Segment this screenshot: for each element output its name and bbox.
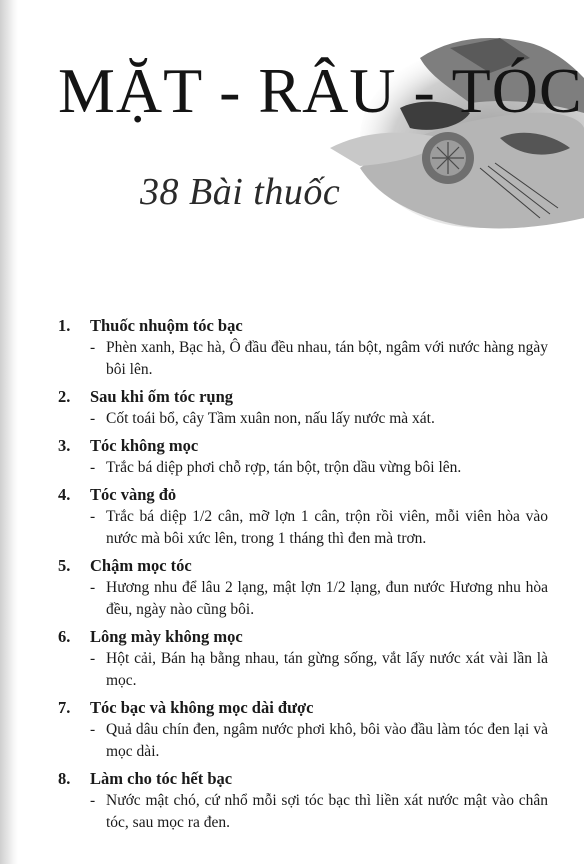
remedy-text: Trắc bá diệp 1/2 cân, mỡ lợn 1 cân, trộn rồi viên, mỗi viên hòa vào nước mà bôi xức lên, trong 1 tháng thì đen mà trơn.: [106, 508, 548, 547]
remedy-heading: [58, 767, 548, 790]
remedy-item: [58, 434, 548, 479]
remedy-number: 3.: [58, 436, 71, 455]
remedy-heading: [58, 434, 548, 457]
remedy-text: Quả dâu chín đen, ngâm nước phơi khô, bôi vào đầu làm tóc đen lại và mọc dài.: [106, 721, 548, 760]
remedy-description: [90, 408, 548, 430]
remedy-title: Tóc vàng đỏ: [90, 485, 177, 504]
page-title: MẶT - RÂU - TÓC: [58, 55, 583, 126]
remedy-title: Làm cho tóc hết bạc: [90, 769, 233, 788]
dash-bullet: -: [90, 339, 96, 356]
remedy-heading: [58, 314, 548, 337]
remedy-number: 7.: [58, 698, 71, 717]
remedy-heading: [58, 554, 548, 577]
remedy-item: [58, 625, 548, 692]
hand-with-herbs-photo: [300, 18, 584, 248]
dash-bullet: -: [90, 459, 96, 476]
remedy-item: [58, 696, 548, 763]
dash-bullet: -: [90, 579, 96, 596]
page-spine-shadow: [0, 0, 18, 864]
remedy-description: [90, 790, 548, 834]
remedy-description: [90, 577, 548, 621]
dash-bullet: -: [90, 721, 96, 738]
remedy-number: 2.: [58, 387, 71, 406]
remedy-description: [90, 506, 548, 550]
remedy-text: Phèn xanh, Bạc hà, Ô đầu đều nhau, tán bột, ngâm với nước hàng ngày bôi lên.: [106, 339, 548, 378]
remedy-title: Sau khi ốm tóc rụng: [90, 387, 234, 406]
remedy-item: [58, 314, 548, 381]
remedy-heading: [58, 696, 548, 719]
remedy-description: [90, 648, 548, 692]
remedy-number: 4.: [58, 485, 71, 504]
remedy-number: 1.: [58, 316, 71, 335]
remedy-text: Hương nhu để lâu 2 lạng, mật lợn 1/2 lạng, đun nước Hương nhu hòa đều, ngày nào cũng bôi.: [106, 579, 548, 618]
remedy-title: Lông mày không mọc: [90, 627, 243, 646]
remedy-heading: [58, 625, 548, 648]
remedy-item: [58, 483, 548, 550]
remedy-text: Hột cải, Bán hạ bằng nhau, tán gừng sống, vắt lấy nước xát vài lần là mọc.: [106, 650, 548, 689]
dash-bullet: -: [90, 508, 96, 525]
remedy-number: 5.: [58, 556, 71, 575]
remedy-number: 6.: [58, 627, 71, 646]
remedy-list: [58, 314, 548, 838]
remedy-title: Thuốc nhuộm tóc bạc: [90, 316, 243, 335]
remedy-item: [58, 767, 548, 834]
remedy-text: Cốt toái bổ, cây Tầm xuân non, nấu lấy nước mà xát.: [106, 410, 435, 427]
remedy-number: 8.: [58, 769, 71, 788]
remedy-item: [58, 385, 548, 430]
remedy-description: [90, 719, 548, 763]
dash-bullet: -: [90, 792, 96, 809]
remedy-heading: [58, 385, 548, 408]
remedy-item: [58, 554, 548, 621]
remedy-title: Chậm mọc tóc: [90, 556, 192, 575]
remedy-text: Trắc bá diệp phơi chỗ rợp, tán bột, trộn dầu vừng bôi lên.: [106, 459, 462, 476]
page-subtitle: 38 Bài thuốc: [140, 171, 341, 213]
remedy-title: Tóc không mọc: [90, 436, 199, 455]
dash-bullet: -: [90, 410, 96, 427]
remedy-description: [90, 457, 548, 479]
remedy-text: Nước mật chó, cứ nhổ mỗi sợi tóc bạc thì liền xát nước mật vào chân tóc, sau mọc ra đen.: [106, 792, 548, 831]
dash-bullet: -: [90, 650, 96, 667]
remedy-heading: [58, 483, 548, 506]
remedy-title: Tóc bạc và không mọc dài được: [90, 698, 314, 717]
remedy-description: [90, 337, 548, 381]
